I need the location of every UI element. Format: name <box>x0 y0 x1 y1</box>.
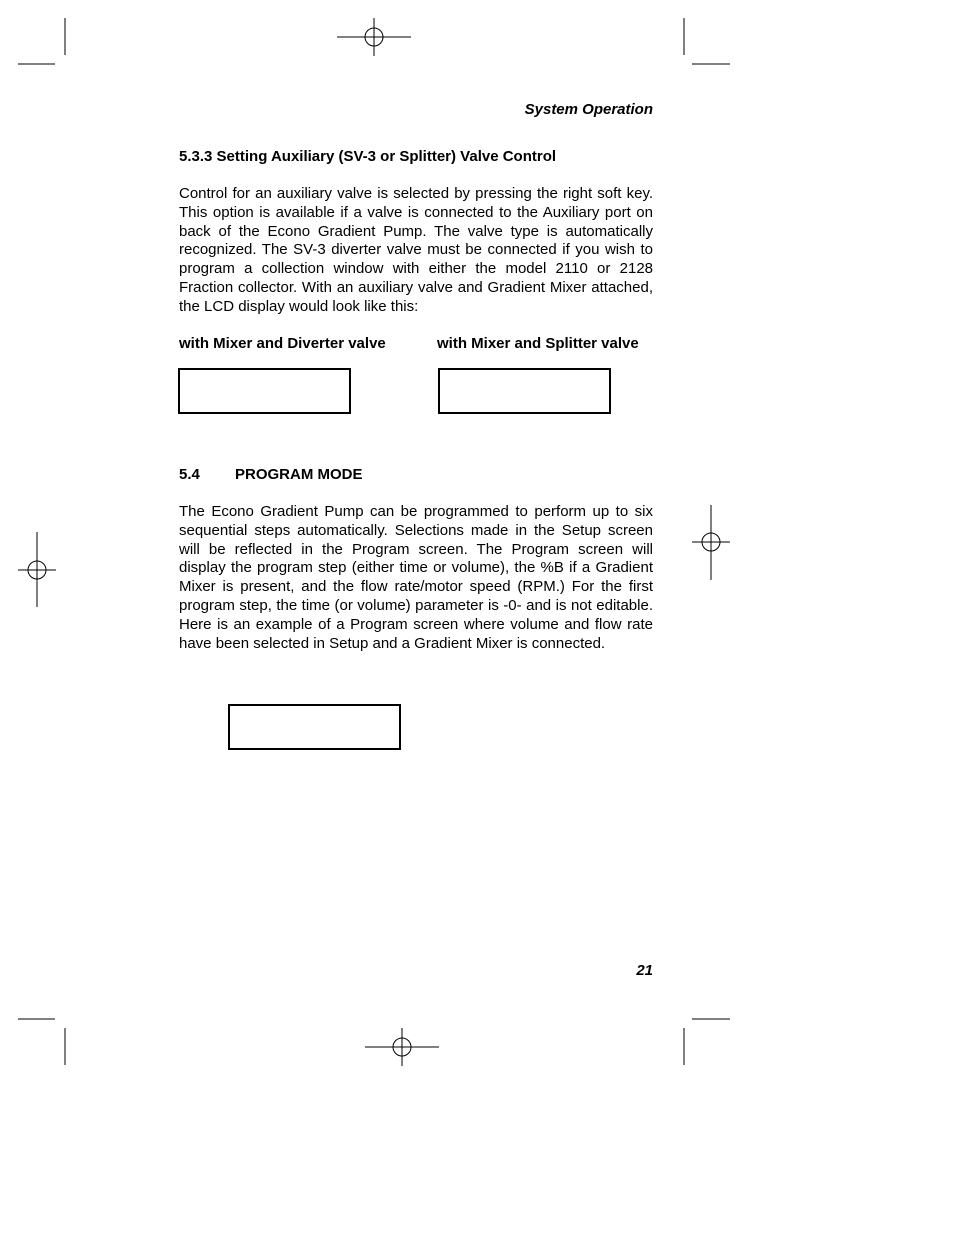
caption-diverter-valve: with Mixer and Diverter valve <box>179 335 386 352</box>
section-533-paragraph: Control for an auxiliary valve is selected by pressing the right soft key. This option is available if a valve is connected to the Auxiliary port on back of the Econo Gradient Pump. The valve type is automatically recognized. The SV-3 diverter valve must be connected if you wish to program a collection window with either the model 2110 or 2128 Fraction collector. With an auxiliary valve and Gradient Mixer attached, the LCD display would look like this: <box>179 185 653 315</box>
lcd-display-program <box>228 704 401 750</box>
page-number: 21 <box>636 962 653 979</box>
section-heading-533: 5.3.3 Setting Auxiliary (SV-3 or Splitter) Valve Control <box>179 148 557 165</box>
section-title-program-mode: PROGRAM MODE <box>235 466 363 483</box>
running-header: System Operation <box>524 101 653 118</box>
caption-splitter-valve: with Mixer and Splitter valve <box>437 335 639 352</box>
lcd-display-splitter <box>438 368 611 414</box>
lcd-display-diverter <box>178 368 351 414</box>
section-54-paragraph: The Econo Gradient Pump can be programmed to perform up to six sequential steps automatically. Selections made in the Setup screen will be reflected in the Program screen. The Program screen will display the program step (either time or volume), the %B if a Gradient Mixer is present, and the flow rate/motor speed (RPM.) For the first program step, the time (or volume) parameter is -0- and is not editable. Here is an example of a Program screen where volume and flow rate have been selected in Setup and a Gradient Mixer is connected. <box>179 503 653 652</box>
section-number-54: 5.4 <box>179 466 200 483</box>
